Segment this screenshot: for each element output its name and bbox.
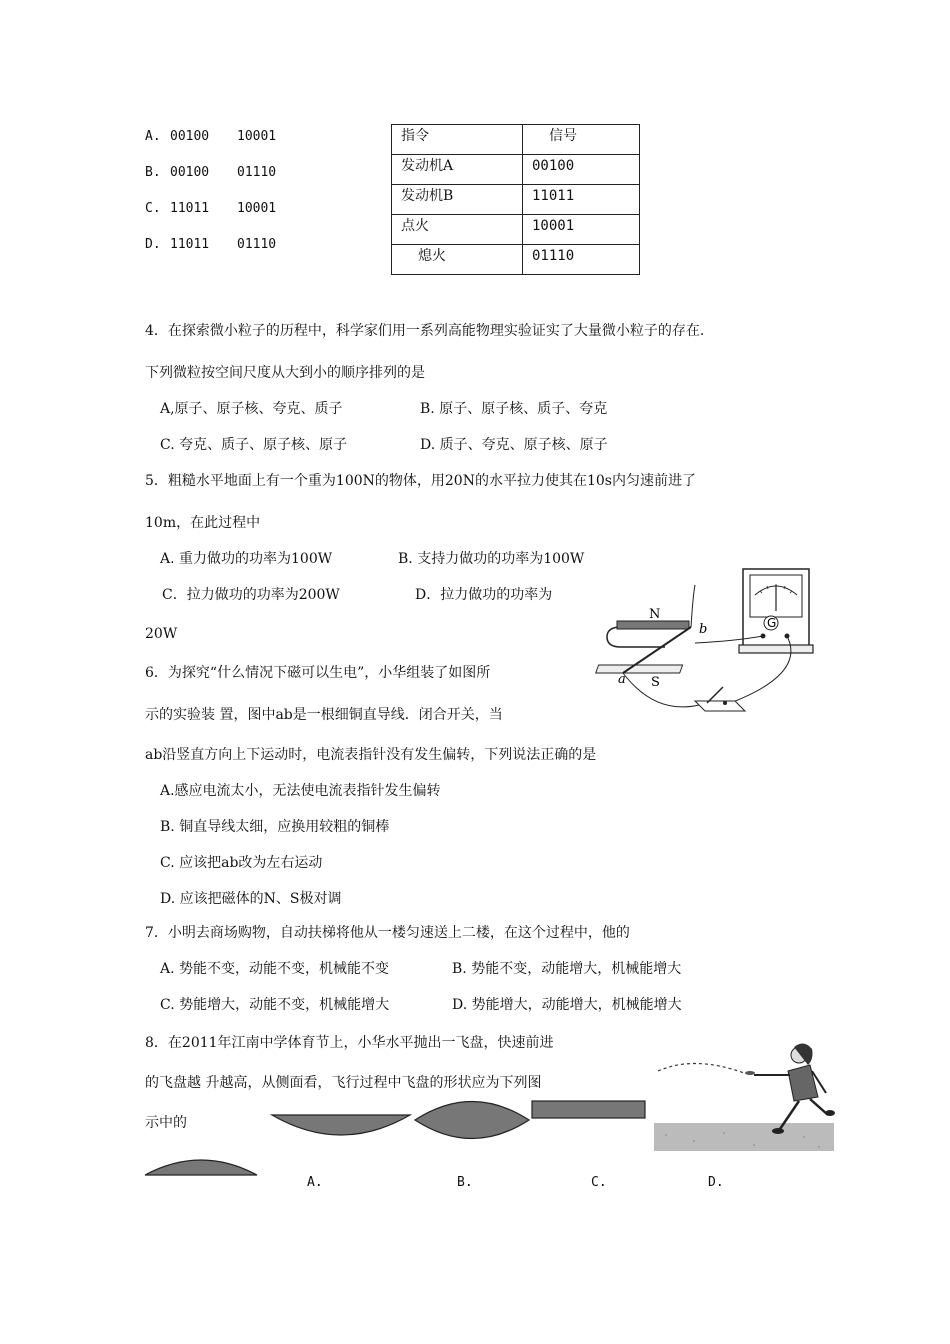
wire-end-b-label: b bbox=[699, 622, 708, 637]
option-letter: D. bbox=[145, 237, 161, 252]
option-code-2: 01110 bbox=[237, 237, 277, 252]
option-code-2: 10001 bbox=[237, 129, 277, 144]
option-letter: B. bbox=[145, 165, 161, 180]
q5-stem-line2: 10m，在此过程中 bbox=[145, 515, 261, 531]
q6-option-c: C. 应该把ab改为左右运动 bbox=[160, 855, 323, 871]
q3-option-a bbox=[145, 129, 277, 144]
frisbee-shape-b bbox=[272, 1113, 410, 1139]
q8-stem-line1: 8．在2011年江南中学体育节上，小华水平抛出一飞盘，快速前进 bbox=[145, 1035, 554, 1051]
table-header-cell: 指令 bbox=[392, 125, 523, 155]
q4-option-c: C. 夸克、质子、原子核、原子 bbox=[160, 437, 348, 453]
q6-stem-line3: ab沿竖直方向上下运动时，电流表指针没有发生偏转，下列说法正确的是 bbox=[145, 747, 597, 763]
table-header-cell: 信号 bbox=[523, 125, 640, 155]
option-code-2: 10001 bbox=[237, 201, 277, 216]
q3-option-d bbox=[145, 237, 277, 252]
table-cell: 熄火 bbox=[392, 245, 523, 275]
q4-option-a: A,原子、原子核、夸克、质子 bbox=[160, 401, 343, 417]
girl-throwing-frisbee-image bbox=[654, 1035, 834, 1151]
table-row bbox=[392, 155, 640, 185]
q8-label-d: D. bbox=[708, 1175, 724, 1190]
q3-option-c bbox=[145, 201, 277, 216]
q5-option-a: A. 重力做功的功率为100W bbox=[160, 551, 333, 567]
frisbee-shape-a bbox=[145, 1153, 257, 1177]
table-header-row bbox=[392, 125, 640, 155]
q6-option-b: B. 铜直导线太细，应换用较粗的铜棒 bbox=[160, 819, 390, 835]
option-code-1: 11011 bbox=[170, 201, 210, 216]
q5-option-c: C．拉力做功的功率为200W bbox=[162, 587, 340, 603]
q5-option-b: B. 支持力做功的功率为100W bbox=[398, 551, 585, 567]
table-row bbox=[392, 215, 640, 245]
galvanometer-label: G bbox=[767, 616, 777, 630]
induction-apparatus-figure bbox=[595, 565, 840, 715]
option-code-1: 00100 bbox=[170, 165, 210, 180]
q6-option-a: A.感应电流太小，无法使电流表指针发生偏转 bbox=[160, 783, 441, 799]
table-cell: 00100 bbox=[523, 155, 640, 185]
switch bbox=[695, 687, 745, 711]
galvanometer bbox=[739, 569, 813, 653]
option-code-2: 01110 bbox=[237, 165, 277, 180]
q8-stem-line3: 示中的 bbox=[145, 1115, 187, 1131]
south-pole-label: S bbox=[651, 675, 660, 690]
q4-option-d: D. 质子、夸克、原子核、原子 bbox=[420, 437, 608, 453]
q5-option-d-continued: 20W bbox=[145, 626, 178, 642]
option-letter: C. bbox=[145, 201, 161, 216]
q4-stem-line1: 4．在探索微小粒子的历程中，科学家们用一系列高能物理实验证实了大量微小粒子的存在. bbox=[145, 323, 705, 339]
q7-option-c: C. 势能增大，动能不变，机械能增大 bbox=[160, 997, 390, 1013]
q5-stem-line1: 5．粗糙水平地面上有一个重为100N的物体，用20N的水平拉力使其在10s内匀速前进了 bbox=[145, 473, 696, 489]
q7-option-b: B. 势能不变，动能增大，机械能增大 bbox=[452, 961, 682, 977]
table-cell: 11011 bbox=[523, 185, 640, 215]
q4-stem-line2: 下列微粒按空间尺度从大到小的顺序排列的是 bbox=[145, 365, 425, 381]
table-cell: 发动机B bbox=[392, 185, 523, 215]
q6-stem-line1: 6．为探究“什么情况下磁可以生电”，小华组装了如图所 bbox=[145, 665, 491, 681]
north-pole-label: N bbox=[649, 607, 661, 622]
option-code-1: 11011 bbox=[170, 237, 210, 252]
table-row bbox=[392, 245, 640, 275]
option-code-1: 00100 bbox=[170, 129, 210, 144]
option-letter: A. bbox=[145, 129, 161, 144]
wire-end-a-label: a bbox=[618, 672, 626, 687]
q8-label-a: A. bbox=[307, 1175, 323, 1190]
q6-option-d: D. 应该把磁体的N、S极对调 bbox=[160, 891, 342, 907]
table-cell: 01110 bbox=[523, 245, 640, 275]
q7-option-a: A. 势能不变，动能不变，机械能不变 bbox=[160, 961, 390, 977]
q7-stem: 7．小明去商场购物，自动扶梯将他从一楼匀速送上二楼，在这个过程中，他的 bbox=[145, 925, 630, 941]
table-cell: 发动机A bbox=[392, 155, 523, 185]
q8-stem-line2: 的飞盘越 升越高，从侧面看，飞行过程中飞盘的形状应为下列图 bbox=[145, 1075, 542, 1091]
q8-label-b: B. bbox=[457, 1175, 473, 1190]
q7-option-d: D. 势能增大，动能增大，机械能增大 bbox=[452, 997, 682, 1013]
q4-option-b: B. 原子、原子核、质子、夸克 bbox=[420, 401, 608, 417]
q3-option-b bbox=[145, 165, 277, 180]
table-cell: 点火 bbox=[392, 215, 523, 245]
q6-stem-line2: 示的实验装 置，图中ab是一根细铜直导线．闭合开关，当 bbox=[145, 707, 503, 723]
q5-option-d: D．拉力做功的功率为 bbox=[415, 587, 553, 603]
frisbee-shape-d bbox=[531, 1100, 646, 1120]
table-cell: 10001 bbox=[523, 215, 640, 245]
table-row bbox=[392, 185, 640, 215]
u-magnet bbox=[596, 621, 689, 673]
frisbee-shape-c bbox=[415, 1101, 529, 1139]
command-signal-table bbox=[391, 124, 640, 275]
q8-label-c: C. bbox=[591, 1175, 607, 1190]
